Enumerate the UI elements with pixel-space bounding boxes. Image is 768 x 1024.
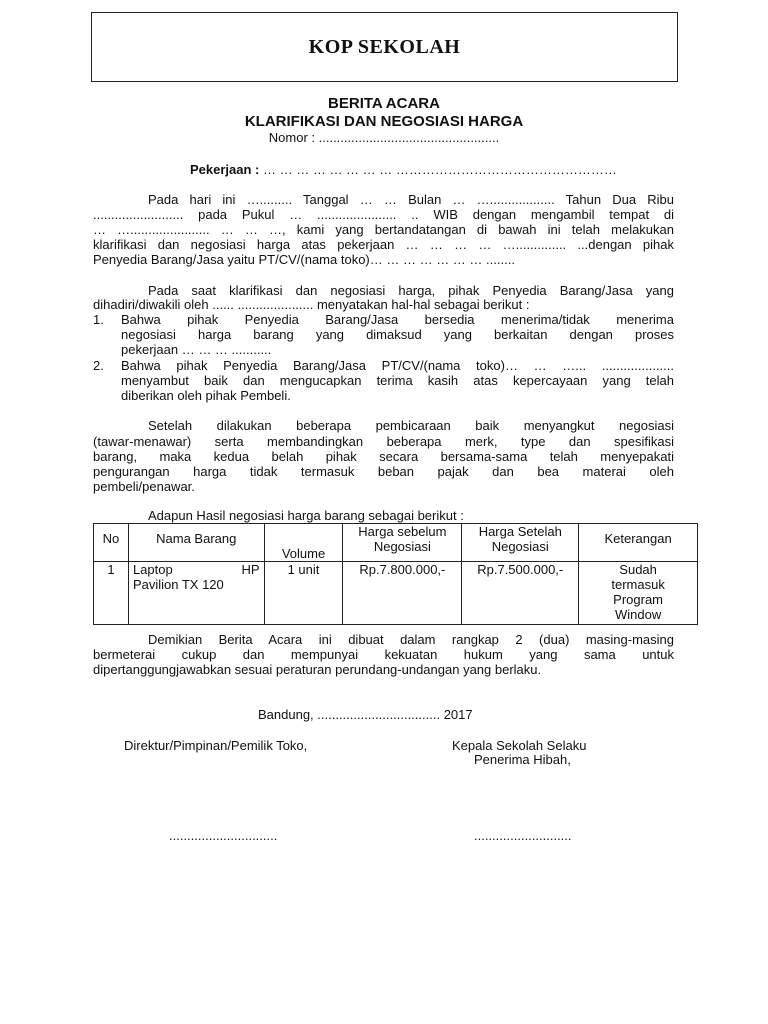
- left-signature-line: ..............................: [169, 828, 278, 843]
- header-harga-setelah: [462, 524, 579, 562]
- opening-line: ......................... pada Pukul … ...................... .. WIB dengan mengambil tempat di: [93, 207, 674, 222]
- header-volume: Volume: [264, 524, 343, 562]
- opening-line: klarifikasi dan negosiasi harga atas pekerjaan … … … … ….............. ...dengan pihak: [93, 237, 674, 252]
- header-nama-barang: Nama Barang: [128, 524, 264, 562]
- list-number: 1.: [93, 312, 104, 327]
- kop-sekolah-title: KOP SEKOLAH: [308, 35, 461, 58]
- negosiasi-line: (tawar-menawar) serta membandingkan beberapa merk, type dan spesifikasi: [93, 434, 674, 449]
- penutup-line: Demikian Berita Acara ini dibuat dalam rangkap 2 (dua) masing-masing: [148, 632, 674, 647]
- cell-no: 1: [94, 562, 129, 625]
- right-signature-line: ...........................: [474, 828, 572, 843]
- negosiasi-line: barang, maka kedua belah pihak secara bersama-sama telah menyepakati: [93, 449, 674, 464]
- cell-keterangan: [579, 562, 698, 625]
- harga-table: [93, 523, 698, 625]
- header-harga-setelah-line1: Harga Setelah: [478, 524, 562, 539]
- table-row: [94, 562, 698, 625]
- keterangan-line: termasuk: [611, 577, 665, 592]
- cell-nama-barang: [128, 562, 264, 625]
- opening-line: Penyedia Barang/Jasa yaitu PT/CV/(nama toko)… … … … … … … ........: [93, 252, 515, 267]
- negosiasi-line: Setelah dilakukan beberapa pembicaraan baik menyangkut negosiasi: [148, 418, 674, 433]
- doc-nomor: Nomor : ..................................................: [268, 130, 500, 145]
- penutup-line: bermeterai cukup dan mempunyai kekuatan hukum yang sama untuk: [93, 647, 674, 662]
- negosiasi-line: pengurangan harga tidak termasuk beban pajak dan bea materai oleh: [93, 464, 674, 479]
- pekerjaan-line: [190, 162, 617, 177]
- keterangan-line: Sudah: [619, 562, 657, 577]
- cell-volume: 1 unit: [264, 562, 343, 625]
- opening-line: Pada hari ini …......... Tanggal … … Bulan … ….................. Tahun Dua Ribu: [148, 192, 674, 207]
- right-signer-role: Kepala Sekolah Selaku: [452, 738, 587, 753]
- list-item-line: Bahwa pihak Penyedia Barang/Jasa bersedia menerima/tidak menerima: [121, 312, 674, 327]
- nama-barang-line2: Pavilion TX 120: [132, 577, 224, 592]
- header-harga-sebelum: [343, 524, 462, 562]
- list-item-line: Bahwa pihak Penyedia Barang/Jasa PT/CV/(nama toko)… … …... ....................: [121, 358, 674, 373]
- kop-sekolah-box: [91, 12, 678, 82]
- list-number: 2.: [93, 358, 104, 373]
- pekerjaan-value: … … … … … … … … ……………………………………………: [263, 162, 617, 177]
- nama-barang-word: Laptop: [132, 562, 173, 577]
- list-item-line: diberikan oleh pihak Pembeli.: [121, 388, 291, 403]
- pekerjaan-label: Pekerjaan :: [190, 162, 260, 177]
- opening-line: … …...................... … … …, kami yang bertandatangan di bawah ini telah melakukan: [93, 222, 674, 237]
- place-date: Bandung, .................................. 2017: [258, 707, 473, 722]
- hasil-intro: Adapun Hasil negosiasi harga barang sebagai berikut :: [148, 508, 464, 523]
- nama-barang-word: HP: [241, 562, 260, 577]
- left-signer-role: Direktur/Pimpinan/Pemilik Toko,: [124, 738, 308, 753]
- header-keterangan: Keterangan: [579, 524, 698, 562]
- header-harga-setelah-line2: Negosiasi: [491, 539, 549, 554]
- negosiasi-line: pembeli/penawar.: [93, 479, 195, 494]
- header-harga-sebelum-line1: Harga sebelum: [358, 524, 447, 539]
- header-no: No: [94, 524, 129, 562]
- penutup-line: dipertanggungjawabkan sesuai peraturan perundang-undangan yang berlaku.: [93, 662, 542, 677]
- keterangan-line: Program: [613, 592, 664, 607]
- cell-harga-setelah: Rp.7.500.000,-: [462, 562, 579, 625]
- keterangan-line: Window: [614, 607, 662, 622]
- doc-title: BERITA ACARA: [328, 95, 440, 112]
- nama-barang-line1: [133, 562, 260, 577]
- list-item-line: negosiasi harga barang yang dimaksud yang berkaitan dengan proses: [121, 327, 674, 342]
- cell-harga-sebelum: Rp.7.800.000,-: [343, 562, 462, 625]
- doc-subtitle: KLARIFIKASI DAN NEGOSIASI HARGA: [244, 113, 524, 130]
- list-item-line: menyambut baik dan mengucapkan terima kasih atas kepercayaan yang telah: [121, 373, 674, 388]
- list-item-line: pekerjaan … … … ...........: [121, 342, 272, 357]
- right-signer-role-2: Penerima Hibah,: [474, 752, 571, 767]
- header-harga-sebelum-line2: Negosiasi: [373, 539, 431, 554]
- table-header-row: [94, 524, 698, 562]
- klarifikasi-line: dihadiri/diwakili oleh ...... ..................... menyatakan hal-hal sebagai berikut :: [93, 297, 530, 312]
- klarifikasi-line: Pada saat klarifikasi dan negosiasi harga, pihak Penyedia Barang/Jasa yang: [148, 283, 674, 298]
